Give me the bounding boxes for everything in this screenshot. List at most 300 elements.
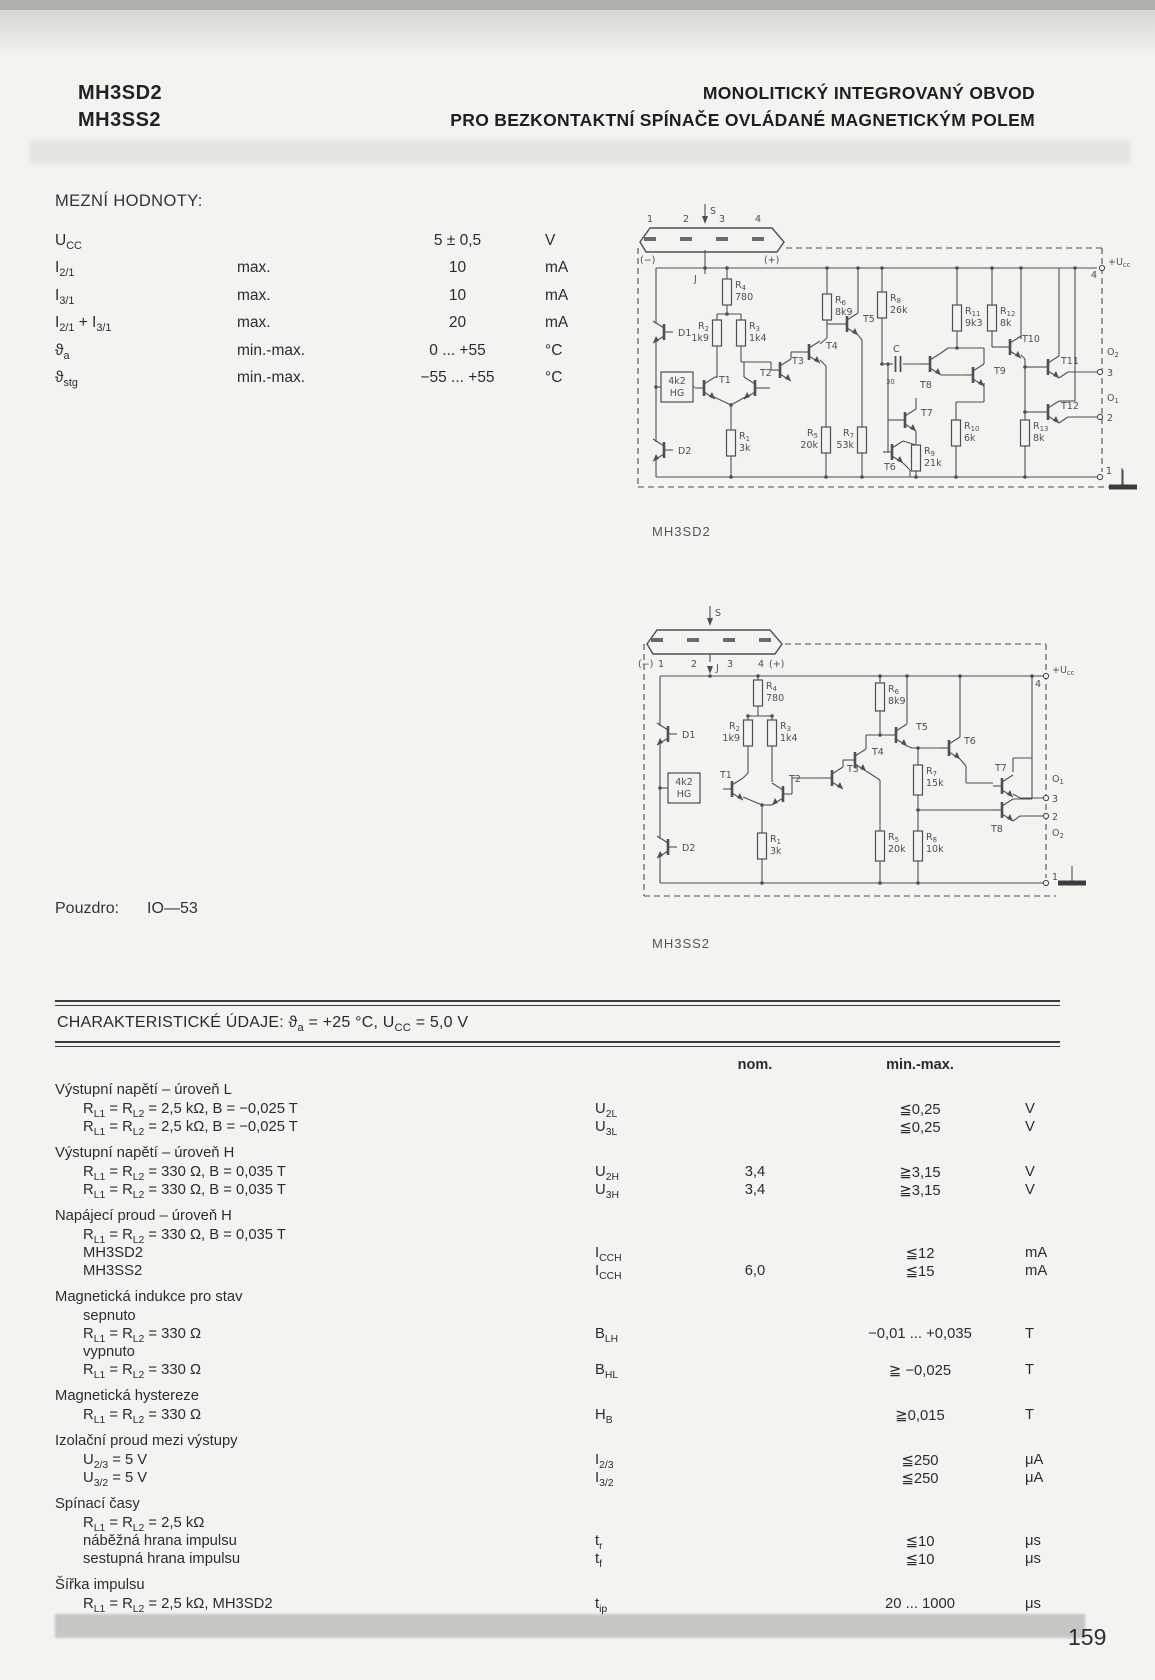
row-unit: V [1025,1164,1035,1180]
resistor-R6 [823,294,832,320]
wire [858,335,862,340]
pin4-label: 4 [1091,270,1098,281]
wire [1059,417,1068,423]
row-minmax: ≦0,25 [899,1101,941,1118]
wire [1013,794,1020,798]
junction-dot [955,346,959,350]
transistor-D1-collector [653,321,664,328]
transistor-T2 [744,377,764,399]
row-symbol: $B_{HL}$ [595,1362,619,1381]
limit-values-section [55,192,640,392]
col-spacer [55,1057,595,1073]
resistor-R13-value: 8k [1033,433,1045,444]
t7-label: T7 [995,763,1007,774]
resistor-R5-label: $R_5$ [807,428,818,441]
transistor-T12-collector [1048,401,1059,408]
resistor-R5-value: 20k [888,844,906,855]
pin1-label: 1 [1052,872,1059,883]
transistor-T4-arrow [860,764,866,771]
transistor-T7-arrow [1007,790,1013,797]
wire [743,797,762,805]
resistor-R7-label: $R_7$ [843,428,854,441]
pin-3: 3 [718,214,726,225]
resistor-R6-value: 8k9 [835,307,853,318]
transistor-T9-collector [973,364,984,371]
package-note-value: IO—53 [147,900,198,917]
resistor-R1-label: $R_1$ [739,431,750,444]
transistor-D2 [657,836,677,858]
transistor-T3 [823,767,843,789]
o1-label: $O_1$ [1052,774,1064,787]
package-slot [752,237,764,241]
s-arrowhead [702,216,708,224]
junction-dot [760,881,764,885]
transistor-T2-arrow [744,392,750,399]
limit-value: 10 [448,286,467,304]
resistor-R11-value: 9k3 [965,318,983,329]
limit-unit: °C [545,369,563,387]
t5-label: T5 [916,722,928,733]
part-numbers [78,80,162,134]
resistor-R9-label: $R_9$ [924,446,935,459]
limit-unit: °C [545,341,563,359]
limit-condition: min.-max. [237,369,306,387]
transistor-D2-collector [657,836,668,843]
j-label: J [694,274,697,285]
transistor-D1 [657,723,677,745]
package-slot [644,237,656,241]
transistor-T3-collector [832,767,843,774]
transistor-T3-collector [780,359,791,366]
d2-label: D2 [678,446,692,457]
transistor-T6-collector [949,737,960,744]
hg-box-line1: 4k2 [675,777,693,788]
resistor-R3-label: $R_3$ [780,721,791,734]
transistor-T3-arrow [785,374,791,381]
resistor-R7-value: 15k [926,778,944,789]
package-slot [716,237,728,241]
resistor-R4 [723,279,732,305]
characteristics-row [55,1343,1060,1361]
resistor-R1 [758,833,767,859]
rule-mid-a [55,1041,1060,1043]
transistor-T8 [993,799,1013,821]
schematic-caption-mh3ss2: MH3SS2 [652,936,711,951]
title-line-1: MONOLITICKÝ INTEGROVANÝ OBVOD [702,83,1035,103]
schematic-mh3ss2-svg [620,558,1140,908]
row-minmax: ≦10 [905,1551,935,1568]
characteristics-group [55,1208,1060,1280]
limit-row [55,365,640,393]
d1-label: D1 [678,328,692,339]
row-unit: μs [1025,1533,1041,1549]
row-unit: μA [1025,1452,1044,1468]
transistor-T2 [772,783,792,805]
transistor-T11-arrow [1053,371,1059,378]
transistor-T8-arrow [1007,814,1013,821]
group-title: Spínací časy [55,1496,140,1512]
row-minmax: ≧ −0,025 [888,1362,952,1379]
pin-1: 1 [646,214,654,225]
characteristics-row [55,1595,1060,1613]
rule-top-a [55,1000,1060,1002]
row-condition: náběžná hrana impulsu [83,1533,237,1549]
wire [1013,816,1020,821]
row-condition: $R_{L1} = R_{L2} = 330$ Ω [83,1407,202,1426]
junction-dot [725,312,729,316]
package-note [55,900,226,918]
part-number-1: MH3SD2 [78,82,163,104]
t2-label: T2 [760,368,772,379]
col-spacer [1025,1057,1080,1073]
transistor-T8-collector [1002,799,1013,806]
row-unit: mA [1025,1245,1048,1261]
resistor-R7 [858,427,867,453]
limit-value: 10 [448,259,467,277]
transistor-T9-arrow [978,379,984,386]
scan-artifact-top [0,0,1155,10]
junction-dot [914,475,918,479]
junction-dot [760,803,764,807]
transistor-T3-arrow [837,782,843,789]
wire [743,773,748,778]
row-unit: mA [1025,1263,1048,1279]
scan-artifact-bottom [55,1614,1085,1638]
transistor-T10-collector [1010,336,1021,343]
t1-label: T1 [719,375,731,386]
transistor-T7-arrow [910,424,916,431]
resistor-R6 [876,683,885,711]
row-unit: T [1025,1407,1035,1423]
t6-label: T6 [964,736,976,747]
column-header-nom: nom. [737,1057,773,1073]
row-symbol: $t_r$ [595,1533,603,1552]
row-condition: $R_{L1} = R_{L2} = 2,5$ kΩ, MH3SD2 [83,1596,273,1615]
row-symbol: $U_{2L}$ [595,1101,618,1120]
schematic-mh3sd2-svg [620,202,1140,502]
row-symbol: $U_{3H}$ [595,1182,619,1201]
row-condition: $R_{L1} = R_{L2} = 330$ Ω [83,1362,202,1381]
junction-dot [955,266,959,270]
o2-label: $O_2$ [1107,347,1119,360]
s-label: S [715,608,722,619]
resistor-R10-label: $R_{10}$ [964,421,980,434]
pin4-node [1043,673,1048,678]
transistor-T9 [964,364,984,386]
row-nom: 3,4 [744,1182,766,1198]
row-unit: μs [1025,1551,1041,1567]
pin3-node [1043,795,1048,800]
transistor-T1-arrow [737,793,743,800]
transistor-T12 [1039,401,1059,423]
row-symbol: $I_{CCH}$ [595,1263,622,1282]
characteristics-group [55,1145,1060,1199]
s-label: S [710,206,717,217]
resistor-R7-label: $R_7$ [926,766,937,779]
pin1-node [1097,474,1102,479]
resistor-R5-label: $R_5$ [888,832,899,845]
junction-dot [746,714,750,718]
transistor-T5-collector [896,724,907,731]
resistor-R8 [914,831,923,861]
characteristics-row [55,1307,1060,1325]
junction-dot [880,266,884,270]
row-symbol: $t_f$ [595,1551,603,1570]
package-slot [759,638,771,642]
row-symbol: $B_{LH}$ [595,1326,619,1345]
row-condition: $R_{L1} = R_{L2} = 330$ Ω, B = 0,035 T [83,1182,286,1201]
row-nom: 3,4 [744,1164,766,1180]
junction-dot [916,746,920,750]
resistor-R8 [878,292,887,318]
pin-1: 1 [658,659,665,670]
t6-label: T6 [884,462,896,473]
hg-box-line2: HG [669,388,685,399]
t3-label: T3 [792,356,804,367]
t11-label: T11 [1061,356,1079,367]
junction-dot [658,786,662,790]
transistor-T6 [940,737,960,759]
junction-dot [990,266,994,270]
transistor-T6 [883,441,903,463]
junction-dot [1023,410,1027,414]
group-title: Výstupní napětí – úroveň L [55,1082,232,1098]
characteristics-group [55,1388,1060,1424]
row-unit: μs [1025,1596,1041,1612]
title-line-2: PRO BEZKONTAKTNÍ SPÍNAČE OVLÁDANÉ MAGNETICKÝM POLEM [450,110,1035,130]
transistor-T5 [887,724,907,746]
resistor-R1-value: 3k [770,846,782,857]
pin1-node [1043,880,1048,885]
row-condition: $R_{L1} = R_{L2} = 330$ Ω [83,1326,202,1345]
row-condition: sestupná hrana impulsu [83,1551,241,1567]
minus-label: (−) [638,659,654,670]
transistor-D2 [653,439,673,461]
row-symbol: $H_B$ [595,1407,613,1426]
package-note-label: Pouzdro: [55,900,120,917]
resistor-R9-value: 21k [924,458,942,469]
junction-dot [1023,365,1027,369]
hg-box-line1: 4k2 [668,376,686,387]
characteristics-group [55,1577,1060,1613]
limit-unit: mA [545,314,569,332]
package-slot [687,638,699,642]
resistor-R12-value: 8k [1000,318,1012,329]
transistor-T2-collector [744,377,755,384]
transistor-T7-collector [1002,775,1013,782]
transistor-T3 [771,359,791,381]
row-condition: $R_{L1} = R_{L2} = 330$ Ω, B = 0,035 T [83,1164,286,1183]
minus-label: (−) [640,255,656,266]
resistor-R6-value: 8k9 [888,696,906,707]
row-minmax: −0,01 ... +0,035 [868,1326,972,1342]
characteristics-table [55,1082,1060,1613]
row-unit: V [1025,1182,1035,1198]
resistor-R6-label: $R_6$ [888,684,899,697]
resistor-R8-value: 10k [926,844,944,855]
transistor-T7 [896,409,916,431]
transistor-T1 [695,377,715,399]
transistor-T4-collector [855,749,866,756]
junction-dot [703,266,707,270]
group-title: Magnetická indukce pro stav [55,1289,243,1305]
junction-dot [916,808,920,812]
limit-value: 5 ± 0,5 [433,231,482,249]
row-symbol: $t_{ip}$ [595,1596,608,1615]
junction-dot [654,385,658,389]
characteristics-row [55,1100,1060,1118]
resistor-R10-value: 6k [964,433,976,444]
transistor-T7 [993,775,1013,797]
limit-row [55,282,640,310]
resistor-R5 [876,831,885,861]
plus-label: (+) [764,255,780,266]
wire [1021,355,1025,359]
transistor-D1 [653,321,673,343]
resistor-R12 [988,305,997,331]
resistor-R2-value: 1k9 [691,333,709,344]
limit-symbol: $U_{CC}$ [55,231,82,252]
row-minmax: ≦250 [901,1470,939,1487]
row-symbol: $I_{CCH}$ [595,1245,622,1264]
limit-value: −55 ... +55 [420,369,495,387]
row-minmax: 20 ... 1000 [885,1596,955,1612]
transistor-T6-arrow [954,752,960,759]
junction-dot [878,674,882,678]
characteristics-group [55,1496,1060,1568]
pin2-node [1043,813,1048,818]
pin-2: 2 [691,659,698,670]
limit-row [55,310,640,338]
junction-dot [856,266,860,270]
characteristics-row [55,1451,1060,1469]
t8-label: T8 [920,380,932,391]
group-title: Izolační proud mezi výstupy [55,1433,238,1449]
row-condition: $R_{L1} = R_{L2} = 2,5$ kΩ [83,1515,205,1534]
pin-3: 3 [727,659,734,670]
row-unit: T [1025,1362,1035,1378]
characteristics-row [55,1532,1060,1550]
resistor-R11-label: $R_{11}$ [965,306,981,319]
pin2-label: 2 [1107,413,1114,424]
resistor-R3-value: 1k4 [749,333,767,344]
schematic-caption-mh3sd2: MH3SD2 [652,524,711,539]
transistor-T11-collector [1048,356,1059,363]
resistor-R4-value: 780 [735,292,754,303]
limit-unit: mA [545,286,569,304]
group-title: Šířka impulsu [55,1577,145,1593]
transistor-T4-collector [809,341,820,348]
row-condition: $U_{2/3} = 5$ V [83,1452,148,1471]
transistor-T5-arrow [852,328,858,335]
schematic-mh3ss2 [620,558,1140,908]
resistor-R4 [754,680,763,706]
resistor-R2-value: 1k9 [722,733,740,744]
part-number-2: MH3SS2 [78,109,162,131]
transistor-T2-arrow [772,798,778,805]
resistor-R3 [768,720,777,746]
wire [866,771,880,780]
junction-dot [878,881,882,885]
junction-dot [729,475,733,479]
junction-dot [878,733,882,737]
scan-artifact-top-fade [0,10,1155,58]
limit-symbol: $ϑ_a$ [55,341,70,362]
junction-dot [1023,475,1027,479]
row-condition: $R_{L1} = R_{L2} = 2,5$ kΩ, B = −0,025 T [83,1101,298,1120]
row-unit: V [1025,1119,1035,1135]
transistor-T2-collector [772,783,783,790]
limit-unit: V [545,231,556,249]
s-arrowhead [707,618,713,626]
characteristics-header-row [55,1057,1060,1073]
junction-dot [916,881,920,885]
resistor-R8-value: 26k [890,305,908,316]
pin1-label: 1 [1106,466,1113,477]
row-symbol: $U_{3L}$ [595,1119,618,1138]
characteristics-group [55,1289,1060,1379]
group-title: Výstupní napětí – úroveň H [55,1145,235,1161]
transistor-T6-arrow [897,456,903,463]
ucc-label: $+U_{cc}$ [1052,665,1075,678]
resistor-R4-value: 780 [766,693,785,704]
resistor-R2 [713,320,722,346]
resistor-R12-label: $R_{12}$ [1000,306,1016,319]
resistor-R4-label: $R_4$ [735,280,746,293]
row-symbol: $I_{2/3}$ [595,1452,614,1471]
limit-symbol: $I_{3/1}$ [55,286,75,307]
limit-unit: mA [545,259,569,277]
row-condition: vypnuto [83,1344,135,1360]
limit-symbol: $I_{2/1}$ [55,259,75,280]
transistor-D2-arrow [657,851,663,858]
col-spacer [595,1057,695,1073]
t1-label: T1 [720,770,732,781]
group-title: Magnetická hystereze [55,1388,199,1404]
wire [907,746,912,748]
junction-dot [825,266,829,270]
row-unit: V [1025,1101,1035,1117]
resistor-R3-value: 1k4 [780,733,798,744]
t8-label: T8 [991,824,1003,835]
limit-row [55,337,640,365]
limit-symbol: $ϑ_{stg}$ [55,369,78,390]
resistor-R3-label: $R_3$ [749,321,760,334]
pin3-label: 3 [1107,368,1114,379]
limit-row [55,255,640,283]
wire [941,348,948,353]
wire [903,463,910,470]
t4-label: T4 [872,747,884,758]
characteristics-group [55,1082,1060,1136]
transistor-T10 [1001,336,1021,358]
resistor-R2-label: $R_2$ [698,321,709,334]
resistor-R5 [822,427,831,453]
transistor-D2-arrow [653,454,659,461]
resistor-R8-label: $R_8$ [926,832,937,845]
row-minmax: ≦12 [905,1245,935,1262]
characteristics-row [55,1181,1060,1199]
row-condition: $R_{L1} = R_{L2} = 330$ Ω, B = 0,035 T [83,1227,286,1246]
limit-condition: max. [237,286,271,304]
characteristics-row [55,1118,1060,1136]
limit-values-table [55,227,640,392]
limit-condition: max. [237,259,271,277]
row-unit: μA [1025,1470,1044,1486]
resistor-R8-label: $R_8$ [890,293,901,306]
row-symbol: $I_{3/2}$ [595,1470,614,1489]
pin4-node [1099,265,1104,270]
